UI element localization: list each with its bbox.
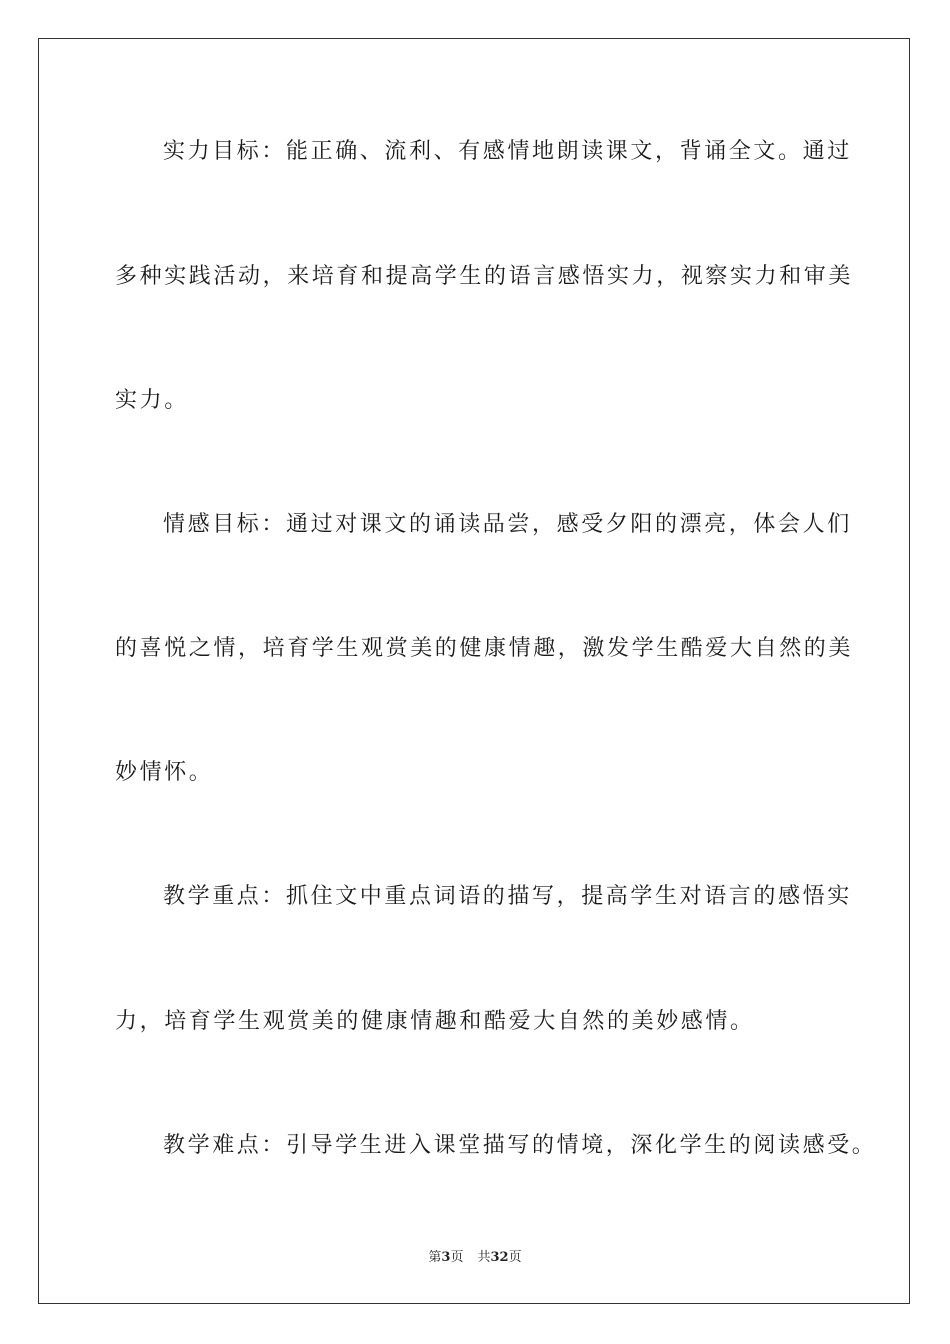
paragraph-emotion-goal-line-1: 情感目标：通过对课文的诵读品尝，感受夕阳的漂亮，体会人们: [163, 512, 852, 537]
footer-page-suffix: 页: [450, 1250, 464, 1265]
paragraph-ability-goal-line-3: 实力。: [115, 388, 189, 413]
footer-total-suffix: 页: [508, 1250, 522, 1265]
page-footer: [0, 1246, 950, 1265]
footer-total-prefix: 共: [477, 1250, 491, 1265]
paragraph-ability-goal-line-1: 实力目标：能正确、流利、有感情地朗读课文，背诵全文。通过: [163, 139, 852, 164]
paragraph-emotion-goal-line-2: 的喜悦之情，培育学生观赏美的健康情趣，激发学生酷爱大自然的美: [115, 636, 854, 661]
paragraph-emotion-goal-line-3: 妙情怀。: [115, 760, 214, 785]
footer-total-pages: 32: [490, 1250, 509, 1265]
paragraph-ability-goal-line-2: 多种实践活动，来培育和提高学生的语言感悟实力，视察实力和审美: [115, 264, 854, 289]
page-border: [38, 38, 910, 1304]
paragraph-teaching-focus-line-2: 力，培育学生观赏美的健康情趣和酷爱大自然的美妙感情。: [115, 1009, 755, 1034]
footer-page-number: 3: [441, 1250, 451, 1265]
footer-page-prefix: 第: [428, 1250, 442, 1265]
paragraph-teaching-focus-line-1: 教学重点：抓住文中重点词语的描写，提高学生对语言的感悟实: [163, 884, 852, 909]
paragraph-teaching-difficulty: 教学难点：引导学生进入课堂描写的情境，深化学生的阅读感受。: [163, 1133, 877, 1158]
